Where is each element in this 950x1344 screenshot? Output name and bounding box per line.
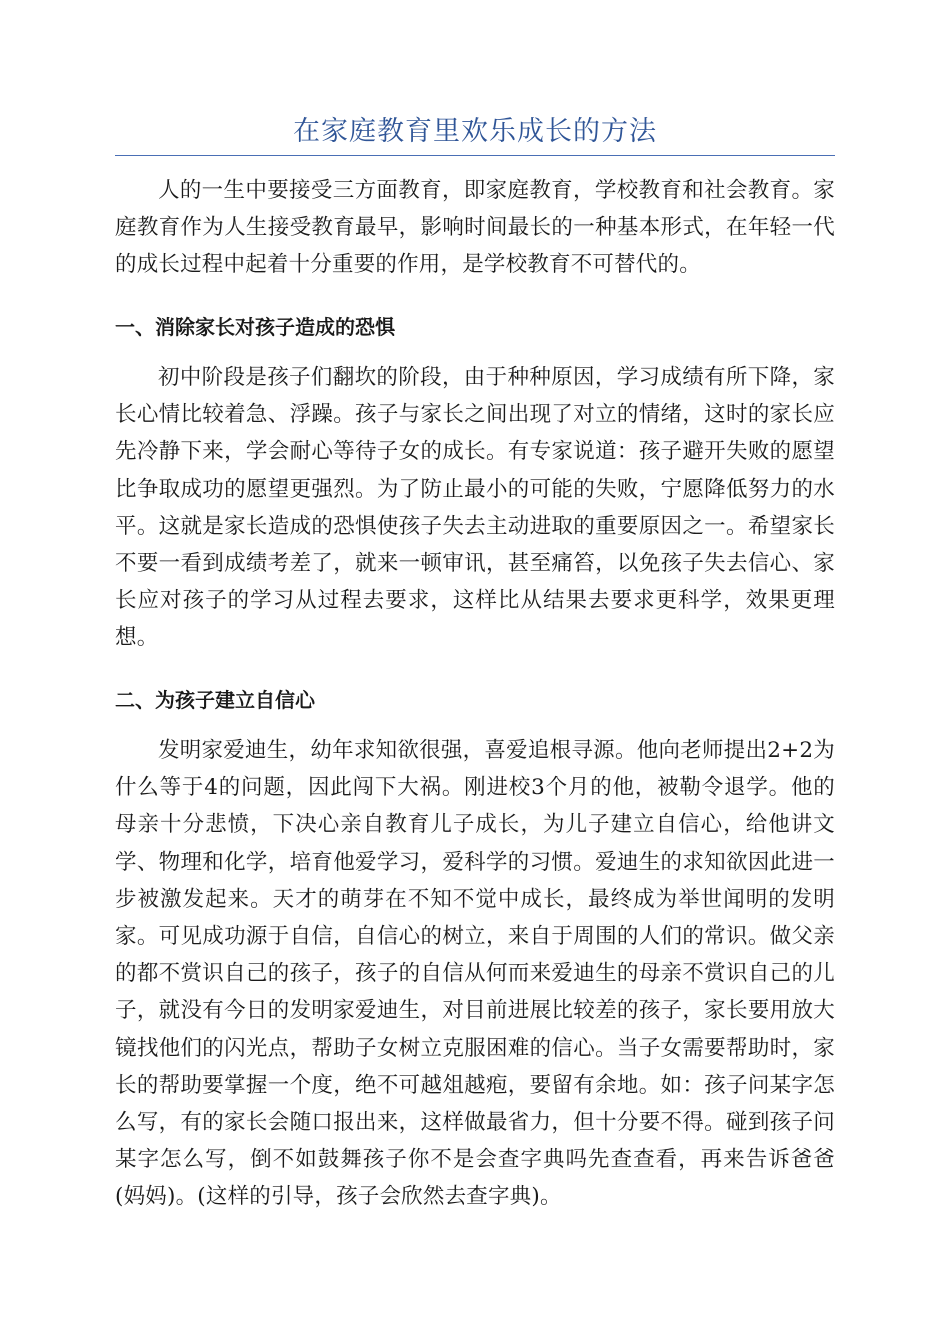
section-body-1: 初中阶段是孩子们翻坎的阶段，由于种种原因，学习成绩有所下降，家长心情比较着急、浮躁。孩子与家长之间出现了对立的情绪，这时的家长应先冷静下来，学会耐心等待子女的成长。有专家说道：孩子避开失败的愿望比争取成功的愿望更强烈。为了防止最小的可能的失败，宁愿降低努力的水平。这就是家长造成的恐惧使孩子失去主动进取的重要原因之一。希望家长不要一看到成绩考差了，就来一顿审讯，甚至痛笞，以免孩子失去信心、家长应对孩子的学习从过程去要求，这样比从结果去要求更科学，效果更理想。 xyxy=(115,365,835,651)
document-title: 在家庭教育里欢乐成长的方法 xyxy=(293,116,657,147)
section-body-2: 发明家爱迪生，幼年求知欲很强，喜爱追根寻源。他向老师提出2+2为什么等于4的问题，因此闯下大祸。刚进校3个月的他，被勒令退学。他的母亲十分悲愤，下决心亲自教育儿子成长，为儿子建立自信心，给他讲文学、物理和化学，培育他爱学习，爱科学的习惯。爱迪生的求知欲因此进一步被激发起来。天才的萌芽在不知不觉中成长，最终成为举世闻明的发明家。可见成功源于自信，自信心的树立，来自于周围的人们的常识。做父亲的都不赏识自己的孩子，孩子的自信从何而来爱迪生的母亲不赏识自己的儿子，就没有今日的发明家爱迪生，对目前进展比较差的孩子，家长要用放大镜找他们的闪光点，帮助子女树立克服困难的信心。当子女需要帮助时，家长的帮助要掌握一个度，绝不可越俎越疱，要留有余地。如：孩子问某字怎么写，有的家长会随口报出来，这样做最省力，但十分要不得。碰到孩子问某字怎么写，倒不如鼓舞孩子你不是会查字典吗先查查看，再来告诉爸爸(妈妈)。(这样的引导，孩子会欣然去查字典)。 xyxy=(115,738,835,1210)
title-underline xyxy=(115,155,835,156)
intro-paragraph: 人的一生中要接受三方面教育，即家庭教育，学校教育和社会教育。家庭教育作为人生接受教育最早，影响时间最长的一种基本形式，在年轻一代的成长过程中起着十分重要的作用，是学校教育不可替代的。 xyxy=(115,178,835,278)
section-heading-2: 二、为孩子建立自信心 xyxy=(115,688,315,712)
section-heading-1: 一、消除家长对孩子造成的恐惧 xyxy=(115,315,395,339)
